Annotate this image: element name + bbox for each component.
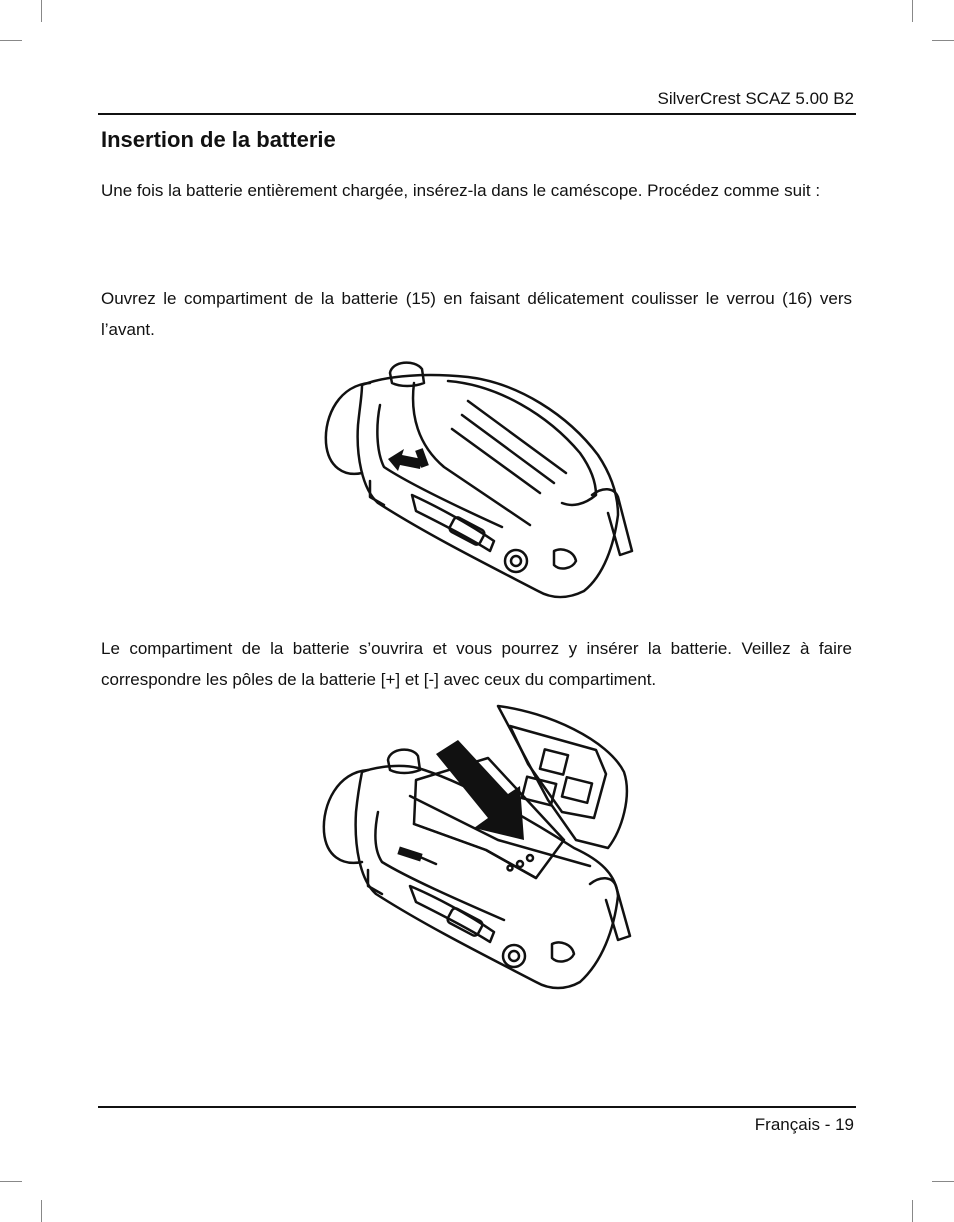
page-number: Français - 19 <box>754 1115 854 1134</box>
step1-paragraph: Ouvrez le compartiment de la batterie (15) en faisant délicatement coulisser le verrou (16) vers l’avant. <box>101 289 852 339</box>
section-title: Insertion de la batterie <box>101 127 336 152</box>
crop-mark <box>41 0 42 22</box>
intro-paragraph: Une fois la batterie entièrement chargée, insérez-la dans le caméscope. Procédez comme suit : <box>101 181 821 200</box>
camcorder-closed-compartment-illustration <box>318 355 634 601</box>
header-rule <box>98 113 856 115</box>
footer-rule <box>98 1106 856 1108</box>
crop-mark <box>932 1181 954 1182</box>
crop-mark <box>912 0 913 22</box>
running-header: SilverCrest SCAZ 5.00 B2 <box>657 89 854 108</box>
step2-paragraph: Le compartiment de la batterie s’ouvrira et vous pourrez y insérer la batterie. Veillez à faire correspondre les pôles de la batterie [+] et [-] avec ceux du compartiment. <box>101 639 852 689</box>
crop-mark <box>41 1200 42 1222</box>
crop-mark <box>0 40 22 41</box>
crop-mark <box>912 1200 913 1222</box>
crop-mark <box>0 1181 22 1182</box>
crop-mark <box>932 40 954 41</box>
camcorder-open-compartment-battery-illustration <box>318 700 634 996</box>
